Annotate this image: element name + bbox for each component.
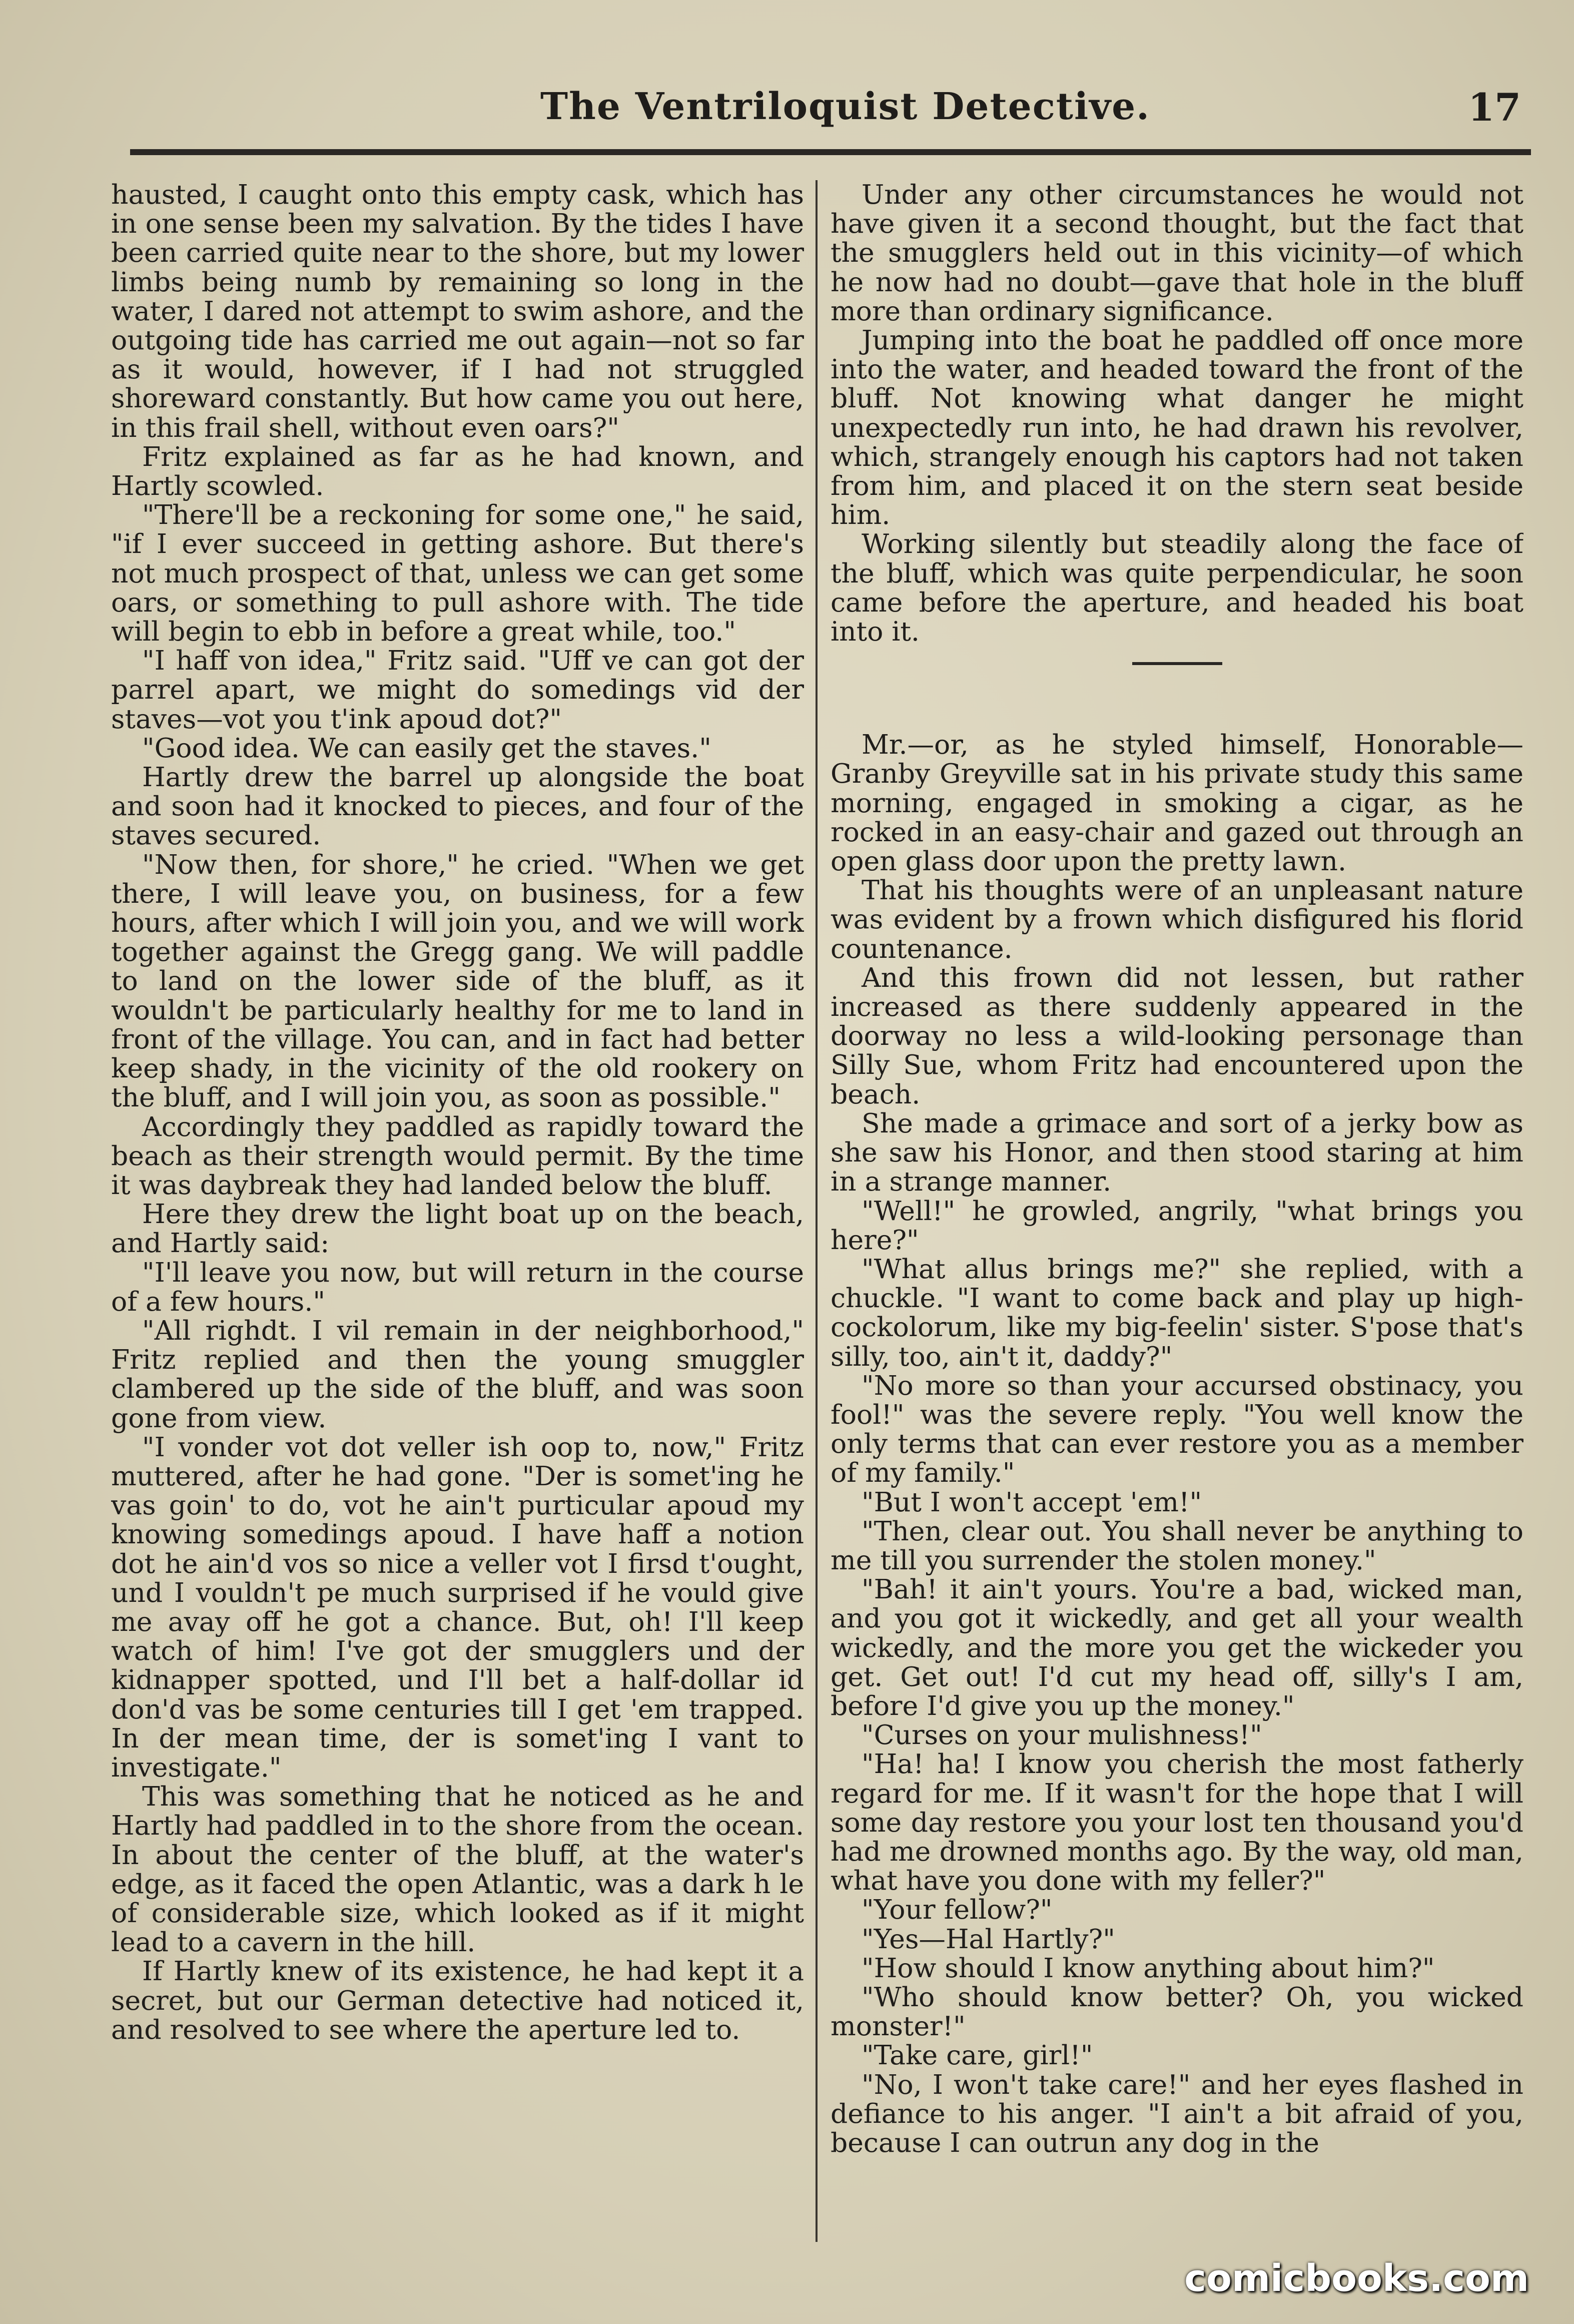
paragraph: Accordingly they paddled as rapidly toward the beach as their strength would permit. By the time it was daybreak they had landed below the bluff.	[111, 1110, 804, 1201]
paragraph: And this frown did not lessen, but rather increased as there suddenly appeared in the doorway no less a wild-looking personage than Silly Sue, whom Fritz had encountered upon the beach.	[831, 961, 1523, 1110]
paragraph: "There'll be a reckoning for some one," he said, "if I ever succeed in getting ashore. But there's not much prospect of that, unless we can get some oars, or something to pull ashore with. The tide will begin to ebb in before a great while, too."	[111, 499, 804, 648]
paragraph: "Now then, for shore," he cried. "When we get there, I will leave you, on business, for a few hours, after which I will join you, and we will work together against the Gregg gang. We will paddle to land on the lower side of the bluff, as it wouldn't be particularly healthy for me to land in front of the village. You can, and in fact had better keep shady, in the vicinity of the old rookery on the bluff, and I will join you, as soon as possible."	[111, 848, 804, 1113]
paragraph: "Your fellow?"	[862, 1894, 1053, 1926]
right-column	[831, 180, 1523, 2267]
paragraph: "Well!" he growled, angrily, "what brings you here?"	[831, 1195, 1523, 1256]
left-column	[111, 180, 804, 2267]
running-title: The Ventriloquist Detective.	[540, 85, 1150, 128]
paragraph: "Then, clear out. You shall never be anything to me till you surrender the stolen money."	[831, 1515, 1523, 1576]
section-break-rule	[1132, 662, 1222, 665]
paragraph: "How should I know anything about him?"	[862, 1952, 1435, 1984]
paragraph: "But I won't accept 'em!"	[862, 1486, 1202, 1518]
paragraph: If Hartly knew of its existence, he had kept it a secret, but our German detective had noticed it, and resolved to see where the aperture led to.	[111, 1955, 804, 2045]
paragraph: "All righdt. I vil remain in der neighborhood," Fritz replied and then the young smuggler clambered up the side of the bluff, and was soon gone from view.	[111, 1314, 804, 1434]
paragraph: "No more so than your accursed obstinacy, you fool!" was the severe reply. "You well know the only terms that can ever restore you as a member of my family."	[831, 1369, 1523, 1489]
paragraph: Hartly drew the barrel up alongside the boat and soon had it knocked to pieces, and four of the staves secured.	[111, 761, 804, 851]
paragraph: Under any other circumstances he would not have given it a second thought, but the fact that the smugglers held out in this vicinity—of which he now had no doubt—gave that hole in the bluff more than ordinary significance.	[831, 180, 1523, 327]
paragraph: Here they drew the light boat up on the beach, and Hartly said:	[111, 1198, 804, 1259]
paragraph: Mr.—or, as he styled himself, Honorable—Granby Greyville sat in his private study this same morning, engaged in smoking a cigar, as he rocked in an easy-chair and gazed out through an open glass door upon the pretty lawn.	[831, 729, 1523, 877]
page-header	[130, 85, 1531, 145]
paragraph: "Yes—Hal Hartly?"	[862, 1923, 1115, 1955]
paragraph: Fritz explained as far as he had known, and Hartly scowled.	[111, 440, 804, 502]
page-number: 17	[1468, 85, 1521, 130]
paragraph: "I vonder vot dot veller ish oop to, now," Fritz muttered, after he had gone. "Der is somet'ing he vas goin' to do, vot he ain't purticular apoud my knowing somedings apoud. I have haff a notion dot he ain'd vos so nice a veller vot I firsd t'ought, und I vouldn't pe much surprised if he vould give me avay off he got a chance. But, oh! I'll keep watch of him! I've got der smugglers und der kidnapper spotted, und I'll bet a half-dollar id don'd vas be some centuries till I get 'em trapped. In der mean time, der is somet'ing I vant to investigate."	[111, 1431, 804, 1783]
watermark: comicbooks.com	[1184, 2257, 1529, 2300]
header-rule	[130, 149, 1531, 155]
paragraph: "Ha! ha! I know you cherish the most fatherly regard for me. If it wasn't for the hope that I will some day restore you your lost ten thousand you'd had me drowned months ago. By the way, old man, what have you done with my feller?"	[831, 1748, 1523, 1897]
paragraph: Jumping into the boat he paddled off once more into the water, and headed toward the front of the bluff. Not knowing what danger he might unexpectedly run into, he had drawn his revolver, which, strangely enough his captors had not taken from him, and placed it on the stern seat beside him.	[831, 324, 1523, 531]
paragraph: Working silently but steadily along the face of the bluff, which was quite perpendicular, he soon came before the aperture, and headed his boat into it.	[831, 528, 1523, 648]
paragraph: She made a grimace and sort of a jerky bow as she saw his Honor, and then stood staring at him in a strange manner.	[831, 1107, 1523, 1198]
paragraph: "I haff von idea," Fritz said. "Uff ve can got der parrel apart, we might do somedings vid der staves—vot you t'ink apoud dot?"	[111, 645, 804, 735]
paragraph: "Take care, girl!"	[862, 2039, 1093, 2071]
paragraph: "No, I won't take care!" and her eyes flashed in defiance to his anger. "I ain't a bit afraid of you, because I can outrun any dog in the	[831, 2068, 1523, 2158]
paragraph: hausted, I caught onto this empty cask, which has in one sense been my salvation. By the tides I have been carried quite near to the shore, but my lower limbs being numb by remaining so long in the water, I dared not attempt to swim ashore, and the outgoing tide has carried me out again—not so far as it would, however, if I had not struggled shoreward constantly. But how came you out here, in this frail shell, without even oars?"	[111, 180, 804, 443]
paragraph: "Curses on your mulishness!"	[862, 1719, 1262, 1751]
paragraph: "What allus brings me?" she replied, with a chuckle. "I want to come back and play up high-cockolorum, like my big-feelin' sister. S'pose that's silly, too, ain't it, daddy?"	[831, 1253, 1523, 1372]
paragraph: "Who should know better? Oh, you wicked monster!"	[831, 1981, 1523, 2042]
paragraph: "Bah! it ain't yours. You're a bad, wicked man, and you got it wickedly, and get all your wealth wickedly, and the more you get the wickeder you get. Get out! I'd cut my head off, silly's I am, before I'd give you up the money."	[831, 1573, 1523, 1721]
paragraph: That his thoughts were of an unpleasant nature was evident by a frown which disfigured his florid countenance.	[831, 874, 1523, 964]
column-divider	[816, 180, 818, 2242]
paragraph: "Good idea. We can easily get the staves."	[142, 732, 711, 764]
paragraph: "I'll leave you now, but will return in the course of a few hours."	[111, 1256, 804, 1317]
paragraph: This was something that he noticed as he and Hartly had paddled in to the shore from the ocean. In about the center of the bluff, at the water's edge, as it faced the open Atlantic, was a dark h le of considerable size, which looked as if it might lead to a cavern in the hill.	[111, 1781, 804, 1958]
